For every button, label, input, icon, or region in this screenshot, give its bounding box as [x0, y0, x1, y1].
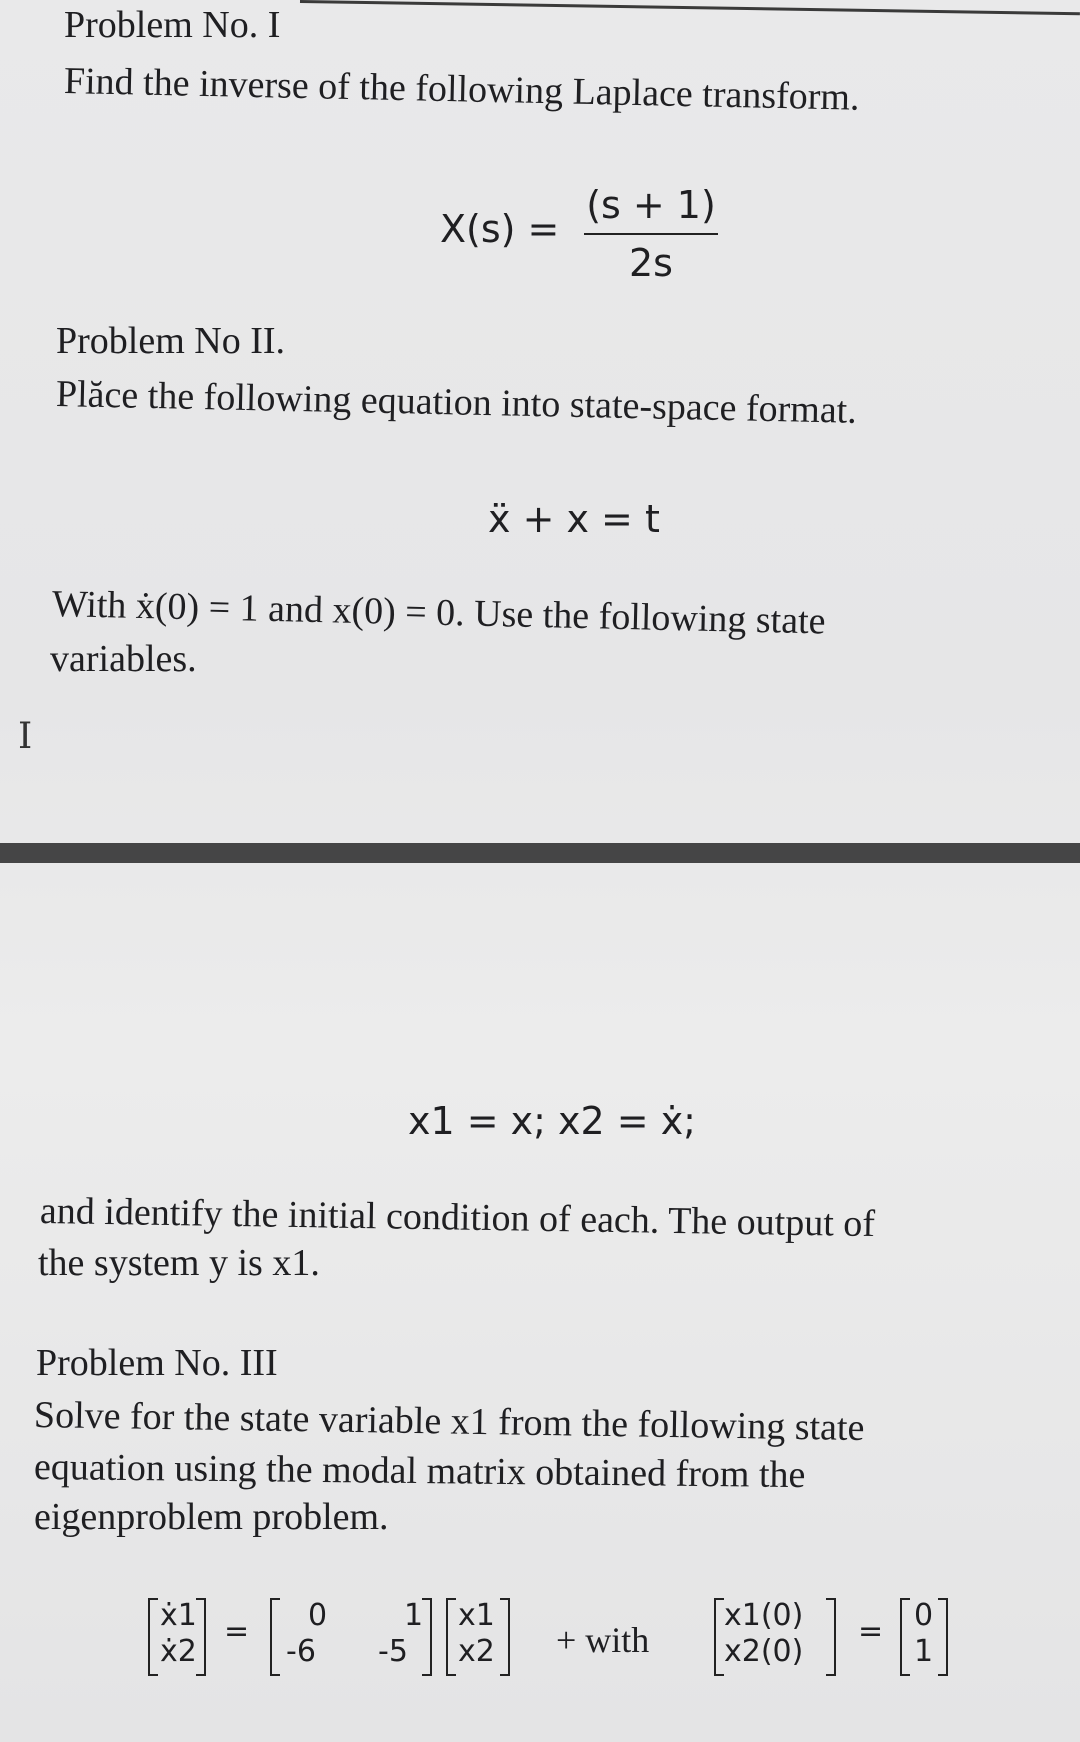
bracket-right	[500, 1598, 510, 1676]
bracket-right	[422, 1598, 432, 1676]
equals-sign-2: =	[858, 1614, 884, 1649]
matrix-a21: -6	[286, 1634, 316, 1669]
ic-vector-entry-2: x2(0)	[724, 1634, 804, 1669]
bracket-right	[938, 1598, 948, 1676]
state-variables: x1 = x; x2 = ẋ;	[408, 1099, 696, 1143]
top-border-line	[300, 0, 1080, 15]
plus-with-text: + with	[556, 1620, 650, 1660]
matrix-a12: 1	[404, 1598, 424, 1633]
text-cursor-icon: I	[18, 716, 33, 757]
initial-conditions-line-2: variables.	[50, 638, 197, 680]
matrix-a11: 0	[308, 1598, 328, 1633]
problem-1-heading: Problem No. I	[64, 4, 281, 46]
laplace-lhs: X(s) =	[440, 207, 560, 251]
laplace-fraction	[584, 183, 718, 285]
bracket-left	[270, 1598, 280, 1676]
bracket-left	[446, 1598, 456, 1676]
problem-3-line-2: equation using the modal matrix obtained from the	[33, 1446, 806, 1497]
section-divider	[0, 843, 1080, 863]
ic-vector-entry-1: x1(0)	[724, 1598, 804, 1633]
lhs-vector-entry-1: ẋ1	[160, 1598, 197, 1633]
problem-2-heading: Problem No II.	[56, 320, 286, 362]
problem-3-heading: Problem No. III	[36, 1342, 278, 1384]
problem-3-line-3: eigenproblem problem.	[34, 1496, 389, 1538]
problem-1-text: Find the inverse of the following Laplace transform.	[63, 60, 860, 119]
laplace-numerator: (s + 1)	[586, 183, 716, 227]
equals-sign-1: =	[224, 1614, 250, 1649]
bracket-left	[900, 1598, 910, 1676]
laplace-denominator: 2s	[629, 241, 673, 285]
problem-3-line-1: Solve for the state variable x1 from the following state	[33, 1394, 865, 1450]
differential-equation: ẍ + x = t	[488, 497, 660, 541]
ic-value-1: 0	[914, 1598, 934, 1633]
bracket-left	[148, 1598, 158, 1676]
problem-2-text: Plăce the following equation into state-space format.	[55, 373, 858, 432]
identify-line-1: and identify the initial condition of each. The output of	[39, 1190, 876, 1246]
state-vector-entry-2: x2	[458, 1634, 495, 1669]
bracket-right	[826, 1598, 836, 1676]
identify-line-2: the system y is x1.	[38, 1242, 320, 1284]
ic-value-2: 1	[914, 1634, 934, 1669]
bracket-left	[714, 1598, 724, 1676]
bracket-right	[196, 1598, 206, 1676]
fraction-bar	[584, 233, 718, 235]
matrix-a22: -5	[378, 1634, 408, 1669]
initial-conditions-line-1: With ẋ(0) = 1 and x(0) = 0. Use the following state	[51, 583, 827, 643]
state-vector-entry-1: x1	[458, 1598, 495, 1633]
lhs-vector-entry-2: ẋ2	[160, 1634, 197, 1669]
